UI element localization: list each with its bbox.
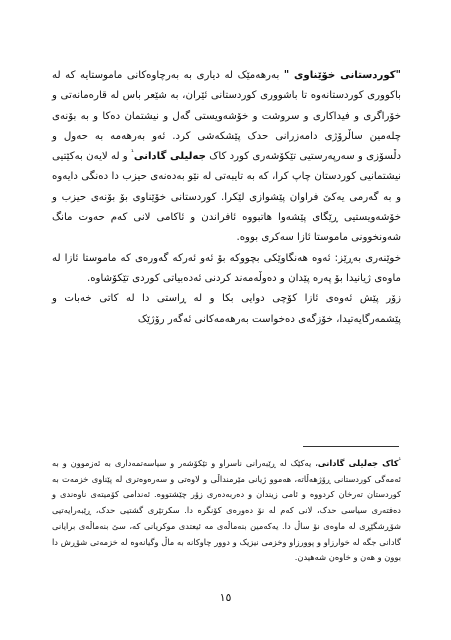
paragraph-1-text-b: و لە لایەن بەکێتیی نیشتمانیی کوردستان چاپ کرا، کە بە تایبەتی لە نێو بەدەنەی حیزب دا دەنگی دایەوە و بە گەرمی یەکێ فراوان پێشوازی لێکرا. کوردستانی خۆێناوی بۆ بۆنەی حیزب و خۆشەویستیی ڕێگای پێشەوا هاتبووە ئافراندن و ئاکامی لانی کەم حەوت مانگ شەونخوونی ماموستا ئازا سەکری بووە. [52,151,401,244]
footnote-divider [303,446,399,447]
footnote-body: ، یەکێک لە ڕێبەرانی ناسراو و تێکۆشەر و سیاسەتمەداری بە ئەزموون و بە ئەمەگی کوردستانی ڕۆژهەڵاتە، هەموو ژیانی مێرمنداڵی و لاوەتی و سەرەوەتری لە پێناوی خزمەت بە کوردستان تەرخان کردووە و ئامی زیندان و دەربەدەری زۆر چێشتووە. ئەندامی کۆمیتەی ناوەندی و دەفتەری سیاسی حدک، لانی کەم لە نۆ دەورەی کۆنگرە دا. سکرتێری گشتیی حدک، ڕێبەرایەتیی شۆڕشگێڕی لە ماوەی نۆ ساڵ دا. یەکەمین بنەماڵەی مە ئیعتدی موکریانی کە، سێ بنەماڵەی برایانی گادانی جگە لە خوارزاو و پوورزاو وخزمی نیزیک و دوور چاوکانە بە ماڵ وگیانەوە لە خزمەتی شۆڕش دا بوون و هەن و خاوەن شەهیدن. [52,458,401,563]
paragraph-2: خوێنەری بەڕێز: ئەوە هەنگاوێکی بچووکە بۆ ئەو ئەرکە گەورەی کە ماموستا ئازا لە ماوەی ژیانیدا بۆ پەرە پێدان و دەوڵەمەند کردنی ئەدەبیاتی کوردی تێکۆشاوە. [52,252,401,284]
main-text-body [52,66,401,330]
person-name: جەلیلی گادانی [133,151,206,163]
paragraph-1 [52,66,401,249]
footnote-marker: ¹ [398,457,401,465]
paragraph-1-text-a: بەرهەمێک لە دیاری بە بەرچاوەکانی ماموستایە کە لە باکووری کوردستانەوە تا باشووری کوردستانی ئێران، بە شێعر باس لە قارەمانەتی و خۆراگری و فیداکاری و سروشت و خۆشەویستی گەل و نیشتمان دەکا و بە بۆنەی چلەمین ساڵرۆژی دامەزرانی حدک پێشکەشی کرد. ئەو بەرهەمە بە حەول و دڵسۆزی و سەرپەرستیی تێکۆشەری کورد کاک [52,70,401,163]
footnote [52,456,401,566]
paragraph-3: زۆر پێش ئەوەی ئازا کۆچی دوایی بکا و لە ڕاستی دا لە کاتی خەبات و پێشمەرگایەتیدا، خۆزگەی دەخواست بەرهەمەکانی ئەگەر رۆژێک [52,293,401,325]
page-number: ١٥ [219,591,232,604]
footnote-name: کاک جەلیلی گادانی [317,458,399,468]
footnote-text [52,456,401,566]
book-title: "کوردستانی خۆێناوی " [283,70,401,81]
footnote-ref: ¹ [131,148,134,157]
